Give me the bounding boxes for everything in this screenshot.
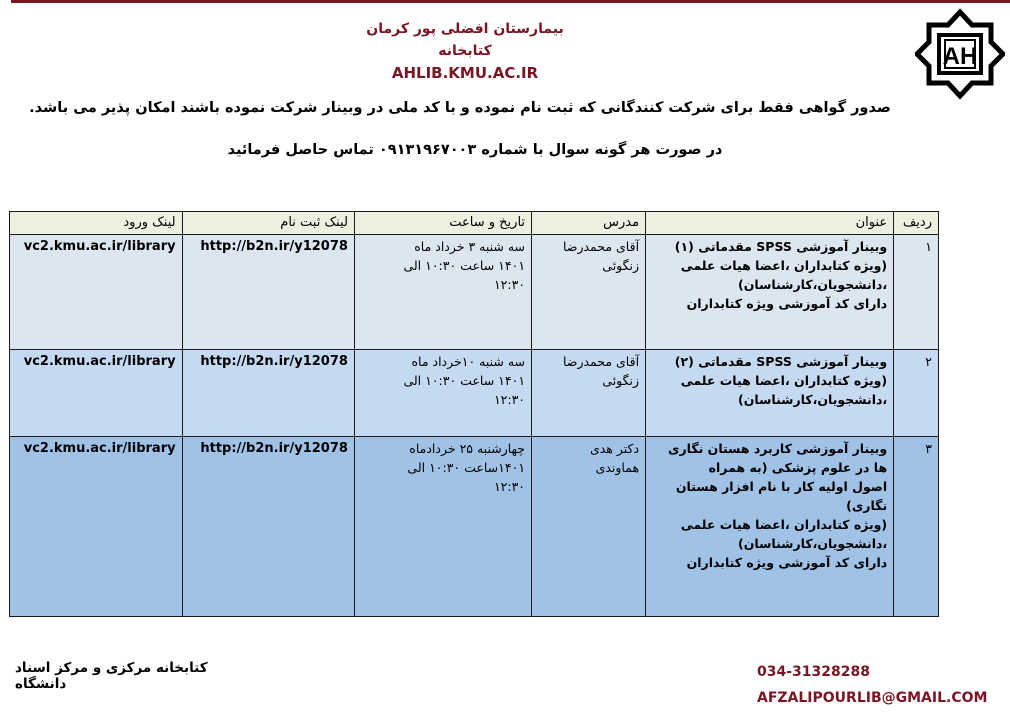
- header: [340, 18, 590, 84]
- datetime-line: سه شنبه ۳ خرداد ماه: [414, 239, 526, 254]
- enter-link[interactable]: vc2.kmu.ac.ir/library: [10, 235, 183, 350]
- teacher-line: زنگوئی: [602, 258, 640, 273]
- datetime: [354, 235, 531, 350]
- teacher: [532, 235, 646, 350]
- library-logo-icon: [915, 8, 1005, 100]
- register-link[interactable]: http://b2n.ir/y12078: [182, 235, 354, 350]
- row-index: ۳: [894, 437, 939, 617]
- datetime-line: ۱۴۰۱ ساعت ۱۰:۳۰ الی: [403, 258, 526, 273]
- table-row: [10, 350, 939, 437]
- title-line: (ویژه کتابداران ،اعضا هیات علمی: [680, 373, 888, 388]
- title-line: ها در علوم پزشکی (به همراه: [708, 460, 888, 475]
- webinar-title: [646, 350, 894, 437]
- footer-phone[interactable]: 034-31328288: [757, 664, 870, 680]
- title-line: دارای کد آموزشی ویژه کتابداران: [686, 555, 888, 570]
- title-line: وبینار آموزشی SPSS مقدماتی (۱): [674, 239, 888, 254]
- datetime-line: چهارشنبه ۲۵ خردادماه: [409, 441, 526, 456]
- table-row: [10, 235, 939, 350]
- footer-contact: [757, 659, 987, 711]
- title-line: وبینار آموزشی کاربرد هستان نگاری: [667, 441, 888, 456]
- register-link[interactable]: http://b2n.ir/y12078: [182, 437, 354, 617]
- title-line: (ویژه کتابداران ،اعضا هیات علمی: [680, 517, 888, 532]
- title-line: وبینار آموزشی SPSS مقدماتی (۲): [674, 354, 888, 369]
- teacher-line: زنگوئی: [602, 373, 640, 388]
- title-line: اصول اولیه کار با نام افزار هستان: [675, 479, 888, 494]
- website-link[interactable]: AHLIB.KMU.AC.IR: [391, 64, 539, 82]
- header-datetime: تاریخ و ساعت: [354, 212, 531, 235]
- title-line: (ویژه کتابداران ،اعضا هیات علمی: [680, 258, 888, 273]
- datetime-line: ۱۴۰۱ساعت ۱۰:۳۰ الی: [407, 460, 526, 475]
- footer-email[interactable]: AFZALIPOURLIB@GMAIL.COM: [757, 690, 988, 706]
- register-link[interactable]: http://b2n.ir/y12078: [182, 350, 354, 437]
- hospital-name: بیمارستان افضلی پور کرمان: [366, 21, 564, 37]
- datetime: [354, 350, 531, 437]
- title-line: نگاری): [846, 498, 888, 513]
- title-line: ،دانشجویان،کارشناسان): [738, 277, 888, 292]
- teacher-line: دکتر هدی: [589, 441, 640, 456]
- top-accent-bar: [11, 0, 1010, 3]
- library-name: کتابخانه: [438, 43, 492, 59]
- row-index: ۲: [894, 350, 939, 437]
- title-line: دارای کد آموزشی ویژه کتابداران: [686, 296, 888, 311]
- datetime-line: ۱۲:۳۰: [493, 277, 526, 292]
- table-row: [10, 437, 939, 617]
- table-header-row: [10, 212, 939, 235]
- row-index: ۱: [894, 235, 939, 350]
- header-index: ردیف: [894, 212, 939, 235]
- datetime-line: سه شنبه ۱۰خرداد ماه: [411, 354, 526, 369]
- teacher-line: آقای محمدرضا: [563, 354, 640, 369]
- footer-organization: کتابخانه مرکزی و مرکز اسناد دانشگاه: [15, 660, 208, 692]
- webinar-title: [646, 235, 894, 350]
- enter-link[interactable]: vc2.kmu.ac.ir/library: [10, 350, 183, 437]
- enter-link[interactable]: vc2.kmu.ac.ir/library: [10, 437, 183, 617]
- header-title: عنوان: [646, 212, 894, 235]
- header-teacher: مدرس: [532, 212, 646, 235]
- teacher: [532, 437, 646, 617]
- title-line: ،دانشجویان،کارشناسان): [738, 392, 888, 407]
- datetime-line: ۱۲:۳۰: [493, 392, 526, 407]
- header-enter-link: لینک ورود: [10, 212, 183, 235]
- header-register-link: لینک ثبت نام: [182, 212, 354, 235]
- datetime-line: ۱۴۰۱ ساعت ۱۰:۳۰ الی: [403, 373, 526, 388]
- teacher-line: آقای محمدرضا: [563, 239, 640, 254]
- contact-notice: در صورت هر گونه سوال با شماره ۰۹۱۳۱۹۶۷۰۰۳ تماس حاصل فرمائید: [227, 142, 723, 158]
- certificate-notice: صدور گواهی فقط برای شرکت کنندگانی که ثبت نام نموده و با کد ملی در وبینار شرکت نموده باشند امکان پذیر می باشد.: [29, 100, 891, 116]
- teacher-line: هماوندی: [595, 460, 640, 475]
- logo-monogram: AH: [942, 43, 978, 70]
- webinar-title: [646, 437, 894, 617]
- datetime: [354, 437, 531, 617]
- webinar-schedule-table: [9, 211, 939, 617]
- teacher: [532, 350, 646, 437]
- title-line: ،دانشجویان،کارشناسان): [738, 536, 888, 551]
- datetime-line: ۱۲:۳۰: [493, 479, 526, 494]
